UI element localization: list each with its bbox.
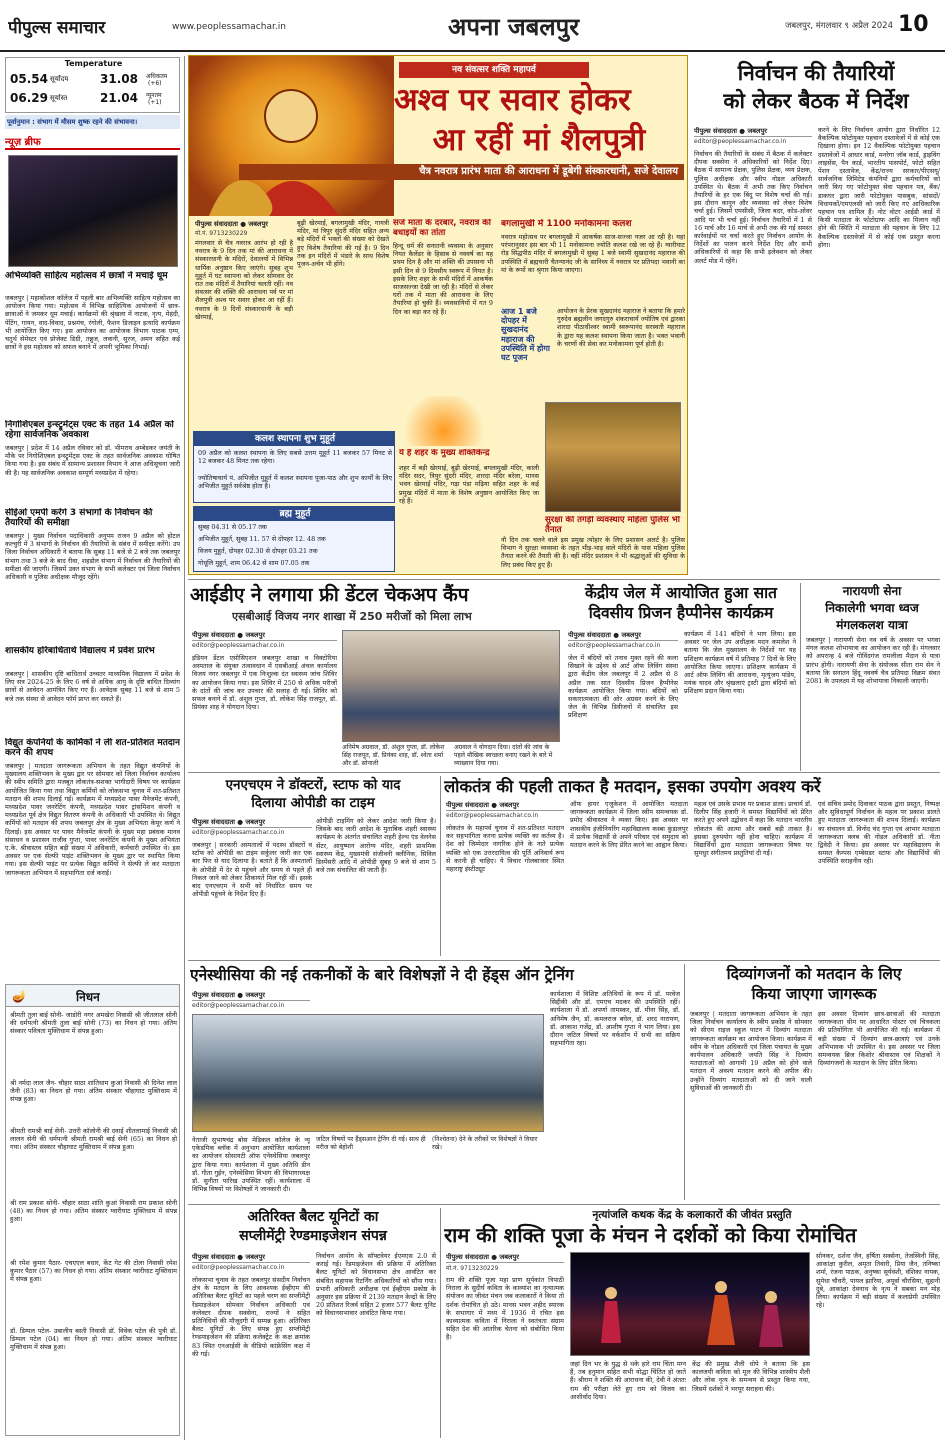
byline-name: पीपुल्स संवाददाता	[694, 127, 738, 135]
byline-name: पीपुल्स संवाददाता	[195, 220, 239, 228]
ramshakti-mobile: मो.नं. 9713230229	[446, 1265, 499, 1272]
democracy-col-2: ऑफ हायर एजुकेशन में आयोजित मतदाता जागरूकता कार्यक्रम में जिला स्वीप समन्वयक डॉ. प्रमोद श्रीवास्तव ने व्यक्त किए। इस अवसर पर शासकीय इंजीनियरिंग महाविद्यालय कस्बा कुंडालपुर में प्रत्येक विद्यार्थी से अपने परिवार एवं समुदाय को मतदान करने के लिए प्रेरित करने का आह्वान किया।	[570, 800, 688, 850]
brief-4-body: जबलपुर | शासकीय दृष्टि बाधितार्थ उच्चतर माध्यमिक विद्यालय में प्रवेश के लिए सत्र 2024-25 के लिए 6 वर्ष से अधिक आयु के दृष्टि बाधित दिव्यांग छात्रों से आवेदन आमंत्रित किए गए हैं। आवेदक सुबह 11 बजे से शाम 5 बजे तक संस्था से आवेदन फॉर्म प्राप्त कर सकते हैं।	[5, 670, 180, 703]
democracy-divider	[440, 776, 441, 956]
election-prep-headline-2: को लेकर बैठक में निर्देश	[723, 89, 909, 113]
obituary-item: श्रीमती तुला बाई सोनी- जाडोरी नगर अमखेरा निवासी श्री जीतलाल सोनी की धर्मपत्नी श्रीमती तुला बाई सोनी (73) का निधन हो गया। अंतिम संस्कार पवित्रता मुक्तिधाम में संपन्न हुआ।	[10, 1011, 177, 1036]
sena-divider	[800, 583, 801, 771]
masthead	[0, 0, 945, 52]
weather-box	[5, 57, 180, 113]
shakti-byline: पीपुल्स संवाददाता ● जबलपुर	[195, 220, 268, 228]
dental-email: editor@peoplessamachar.co.in	[192, 642, 285, 649]
shakti-headline-2: आ रहीं मां शैलपुत्री	[432, 122, 646, 158]
brahma-item: विजय मुहूर्त, दोपहर 02.30 से दोपहर 03.21 तक	[198, 547, 318, 555]
brief-3-headline: सीईओ एमपी करेंगे 3 संभागों के निर्वाचन की तैयारियों की समीक्षा	[5, 508, 153, 529]
brief-2-body: जबलपुर | प्रदेश में 14 अप्रैल रविवार को डॉ. भीमराव अम्बेडकर जयंती के मौके पर निगोशिएबल इन्स्ट्रूमेंट्स एक्ट के तहत सार्वजनिक अवकाश घोषित किया गया है। इस संबंध में सामान्य प्रशासन विभाग ने आज अधिसूचना जारी की है। यह सार्वजनिक अवकाश सम्पूर्ण मध्यप्रदेश में रहेगा।	[5, 444, 180, 477]
sena-body: जबलपुर | नारायणी सेना नव वर्ष के अवसर पर भगवा मंगल कलश शोभायात्रा का आयोजन कर रही है। मंगलवार को अपरान्ह 4 बजे गोविंदगंज रामलीला मैदान से यात्रा प्रारंभ होगी। नारायणी सेना के संयोजक सीता राम सेन ने बताया कि सनातन हिंदू नववर्ष चैत्र प्रतिपदा विक्रम संवत 2081 के उपलक्ष्य में यह शोभायात्रा निकाली जाएगी।	[806, 636, 940, 686]
byline-name: पीपुल्स संवाददाता	[446, 1253, 490, 1261]
obituary-header	[6, 985, 180, 1007]
obituary-title: निधन	[76, 990, 100, 1004]
dental-caption-1: अनिमेष अग्रवाल, डॉ. अंशुल गुप्ता, डॉ. लोकेश सिंह राजपूत, डॉ. प्रियंका शाह, डॉ. श्वेता शर्मा और डॉ. सोनाली	[342, 744, 445, 767]
weather-title: Temperature	[64, 59, 123, 68]
sena-headline-1: नारायणी सेना	[842, 584, 902, 598]
obituary-item: श्रीमती रामश्री बाई सेनी- उत्तरी कॉलोनी की दवाई शीतलामाई निवासी श्री लालन सेनी की धर्मपत्नी श्रीमती रामश्री बाई सेनी (65) का निधन हो गया। अंतिम संस्कार चौहाघाट मुक्तिधाम में संपन्न हुआ।	[10, 1127, 177, 1152]
anesthesia-email: editor@peoplessamachar.co.in	[192, 1002, 285, 1009]
jail-headline-2: दिवसीय प्रिजन हैप्पीनेस कार्यक्रम	[588, 604, 774, 622]
masthead-website: www.peoplessamachar.in	[172, 22, 286, 32]
byline-city: जबलपुर	[245, 631, 265, 639]
ramshakti-byline: पीपुल्स संवाददाता ● जबलपुर	[446, 1252, 564, 1263]
election-prep-email: editor@peoplessamachar.co.in	[694, 138, 787, 145]
temple-body: हिन्दू धर्म की सनातनी व्यवस्था के अनुसार नियत कैलेंडर के हिसाब से नववर्ष का यह प्रथम दिन है और मां शक्ति की उपासना भी इसी दिन से 9 दिवसीय स्वरूप में नियत है। इसके लिए शहर के सभी मंदिरों में आकर्षक साजसज्जा देखी जा रही है। मंदिरों से लेकर घरों तक में माता की आराधना के लिए तैयारियां हो चुकी हैं। व्यवसायियों में गत 9 दिन का बड़ा कर रहे हैं।	[393, 242, 493, 316]
goddess-illustration	[189, 56, 394, 216]
shakti-mobile: मो.नं. 9713230229	[195, 230, 248, 237]
sunrise-time: 05.54	[10, 72, 48, 86]
byline-city: जबलपुर	[621, 631, 641, 639]
news-brief-title: न्यूज़ ब्रीफ	[5, 134, 180, 150]
divyang-headline-2: किया जाएगा जागरूक	[751, 985, 877, 1003]
anesthesia-caption-2: (निश्चेतना) देने के तरीकों पर विशेषज्ञों ने विचार रखे।	[432, 1136, 538, 1151]
ramshakti-col-4: सोनकर, दर्शना जैन, हर्षिता सक्सेना, तेजस्विनी सिंह, आकांक्षा कुरील, अमृता तिवारी, प्रिया जैन, तनिष्का शर्मा, रंजना पाठक, अनुष्का सूर्यवंशी, वंशिका नायक, सुमेधा चौधरी, पायल झारिया, अपूर्वा चौरसिया, सुहानी दुबे, आकांक्षा देवनाथ के नृत्य ने सबका मन मोह लिया। कार्यक्रम में बड़ी संख्या में कलाप्रेमी उपस्थित रहे।	[816, 1252, 940, 1310]
shakti-kicker: नव संवत्सर शक्ति महापर्व	[399, 62, 589, 78]
dental-headline: आईडीए ने लगाया फ्री डेंटल चेकअप कैंप	[190, 584, 469, 606]
section-divider	[188, 1204, 940, 1205]
masthead-logo: पीपुल्स समाचार	[8, 18, 106, 38]
byline-city: जबलपुर	[245, 991, 265, 999]
ballot-col-1: लोकसभा चुनाव के तहत जबलपुर संसदीय निर्वाचन क्षेत्र के मतदान के लिए आवश्यक ईव्हीएम की अतिरिक्त बैलट यूनिटों का पहले चरण का सप्लीमेंट्री रेंडमाइजेशन सोमवार निर्वाचन अधिकारी एवं कलेक्टर दीपक सक्सेना, राज्यों ने सहित प्रतिनिधियों की मौजूदगी में सम्पन्न हुआ। अतिरिक्त बैलट यूनिटों के लिए संपन्न हुए सप्लीमेंट्री रेण्डमाइजेशन की प्रक्रिया कलेक्ट्रेट के कक्ष क्रमांक 83 स्थित एनआईसी के वीडियो कांफ्रेंसिंग कक्ष में की गई।	[192, 1276, 310, 1358]
brahma-item: गोधूलि मुहूर्त, शाम 06.42 से शाम 07.05 तक	[198, 559, 310, 567]
section-divider	[188, 772, 940, 773]
max-label: अधिकतम	[146, 73, 168, 80]
dental-strap: एसबीआई विजय नगर शाखा में 250 मरीजों को मिला लाभ	[232, 610, 472, 623]
brief-5-headline: विद्युत कंपनियों के कार्मिकों ने ली शत-प्रतिशत मतदान करने की शपथ	[5, 738, 180, 759]
byline-name: पीपुल्स संवाददाता	[446, 801, 490, 809]
page-number: 10	[898, 12, 929, 37]
max-delta: (+6)	[148, 80, 162, 87]
byline-city: जबलपुर	[499, 801, 519, 809]
democracy-email: editor@peoplessamachar.co.in	[446, 812, 539, 819]
byline-name: पीपुल्स संवाददाता	[568, 631, 612, 639]
baglamukhi-subhead: बगलामुखी में 1100 मनोकामना कलश	[501, 219, 632, 229]
ballot-byline: पीपुल्स संवाददाता ● जबलपुर	[192, 1252, 310, 1263]
shrine-body: शहर में बड़ी खेरमाई, बूढ़ी खेरमाई, बगलामुखी मंदिर, काली मंदिर सदर, त्रिपुर सुंदरी मंदिर, शारदा मंदिर बरेला, मानस भवन खेरमाई मंदिर, गढ़ा पंडा मढ़िया सहित शहर के कई प्रमुख मंदिरों में माता के विशेष अनुष्ठान आयोजित किए जा रहे हैं।	[399, 464, 539, 505]
anesthesia-headline: एनेस्थीसिया की नई तकनीकों के बारे विशेषज्ञों ने दी हेंड्स ऑन ट्रेनिंग	[190, 966, 574, 984]
masthead-date: जबलपुर, मंगलवार ९ अप्रैल 2024	[785, 21, 893, 31]
byline-name: पीपुल्स संवाददाता	[192, 818, 236, 826]
election-prep-col-1: निर्वाचन की तैयारियों के संबंध में बैठक में कलेक्टर दीपक सक्सेना ने अधिकारियों को निर्देश दिए। बैठक में सामान्य प्रेक्षक, पुलिस प्रेक्षक, व्यय प्रेक्षक, पुलिस अधीक्षक और स्वीप नोडल अधिकारी उपस्थित थे। बैठक में अभी तक किए निर्वाचन तैयारियों के हर एक बिंदु पर विशेष चर्चा की गई। इस दौरान कानून और व्यवस्था को लेकर विशेष चर्चा हुई। जिसमें एमसीसी, जिला बदर, कोड-ओवर आदि पर भी चर्चा हुई। निर्वाचन तैयारियों में 1 से 16 मार्च और 16 मार्च से अभी तक की गई समस्त कार्रवाईयों पर चर्चा करते हुए निर्वाचन आयोग के निर्देशों का पालन करने निर्देश दिए और सभी अधिकारियों से कहा कि सभी इलेक्शन को लेकर अलर्ट मोड में रहेंगे।	[694, 150, 812, 265]
election-prep-headline-1: निर्वाचन की तैयारियों	[737, 61, 895, 85]
sunrise-label: सूर्योदय	[50, 75, 69, 83]
min-label: न्यूनतम	[146, 92, 162, 99]
shrine-subhead: ये है शहर के मुख्य शक्तिकेन्द्र	[399, 449, 490, 458]
jail-headline-1: केंद्रीय जेल में आयोजित हुआ सात	[585, 584, 777, 602]
sunset-label: सूर्यास्त	[50, 94, 68, 102]
brief-1-headline: अभिव्यक्ति साहित्य महोत्सव में छात्रों ने मचाई धूम	[5, 271, 168, 281]
kalash-item: ज्योतिषाचार्य पं. अभिजीत मुहूर्त में कलश स्थापना पूजा-पाठ और शुभ कार्यों के लिए अभिजीत मुहूर्त सर्वश्रेष्ठ होता है।	[198, 474, 392, 491]
election-prep-byline: पीपुल्स संवाददाता ● जबलपुर	[694, 126, 812, 137]
weather-forecast: पूर्वानुमान : संभाग में मौसम शुष्क रहने की संभावना।	[5, 115, 180, 129]
obituary-item: श्री राम प्रकाश सोनी- चौहार साठा शांति कुआं निवासी राम प्रकाश सोनी (48) का निधन हो गया। अंतिम संस्कार ग्वारीघाट मुक्तिधाम में संपन्न हुआ।	[10, 1199, 177, 1224]
pooja-callout: आज 1 बजे दोपहर में सुखदानंद महाराज की उपस्थिति में होगा घट पूजन	[501, 307, 550, 362]
ballot-col-2: निर्वाचन आयोग के सॉफ्टवेयर ईएमएस 2.0 से कराई गई। रेंडमाइजेशन की प्रक्रिया में अतिरिक्त बैलट यूनिटों को विधानसभा क्षेत्र आवंटित कर संबंधित सहायक रिटर्निंग अधिकारियों को सौंपा गया। प्रभारी अधिकारी अधीक्षक एवं ईव्हीएम प्रकोष्ठ के अनुसार इस प्रक्रिया में 2139 मतदान केन्द्रों के लिए 20 प्रतिशत रिजर्व सहित 2 हजार 577 बैलट यूनिट को विधानसभावार आवंटित किया गया।	[316, 1252, 436, 1318]
shakti-col-1: मंगलवार से चैत्र नवरात्र आरंभ हो रही है नवरात्र के 9 दिन तक मां की आराधना में संस्कारधानी के मंदिरों, देवालयों में विभिन्न धार्मिक अनुष्ठान किए जाएंगे। सुबह शुभ मुहूर्त में घट स्थापना को लेकर सोमवार देर रात तक मंदिरों में तैयारियां चलती रहीं। नव संवत्सर की शक्ति की आराधना पर्व पर मां शैलपुत्री अश्व पर सवार होकर आ रहीं हैं। नवरात्र के 9 दिनों संस्कारधानी के बड़ी खेरमाई,	[195, 239, 293, 321]
kalash-item: 09 अप्रैल को कलश स्थापना के लिए सबसे उत्तम मुहूर्त 11 बजकर 57 मिनट से 12 बजकर 48 मिनट तक रहेगा।	[198, 449, 392, 466]
nhm-col-1: जबलपुर | सरकारी अस्पतालों में पदस्थ डॉक्टरों व स्टॉफ को ओपीडी का टाइम सर्कुलर जारी कर एक बार फिर से याद दिलाया है। बताते हैं कि अस्पतालों के ओपीडी में देर से पहुंचने और समय से पहले ही निकल जाने को लेकर शिकायतें मिल रहीं थीं। इसके बाद एनएचएम ने सभी को निर्धारित समय पर ओपीडी पहुंचने के निर्देश दिए हैं।	[192, 841, 312, 899]
diya-icon: 🪔	[12, 989, 27, 1003]
democracy-headline: लोकतंत्र की पहली ताकत है मतदान, इसका उपयोग अवश्य करें	[444, 777, 821, 796]
byline-name: पीपुल्स संवाददाता	[192, 631, 236, 639]
byline-city: जबलपुर	[248, 220, 268, 228]
divyang-col-2: इस अवसर दिव्यांग छात्र-छात्राओं की मतदाता जागरूकता थीम पर आधारित पोस्टर एवं चित्रकला की प्रतियोगिता भी आयोजित की गई। कार्यक्रम में बड़ी संख्या में दिव्यांग छात्र-छात्राएं एवं उनके अभिभावक भी उपस्थित थे। इस अवसर पर जिला समन्वयक ब्रिज किशोर श्रीवास्तव एवं शिक्षकों ने दिव्यांगजनों के मतदान के लिए प्रेरित किया।	[818, 1010, 940, 1068]
festival-photo	[8, 155, 178, 267]
brief-5-body: जबलपुर | मतदाता जागरूकता अभियान के तहत विद्युत कंपनियों के मुख्यालय शक्तिभवन के मुख्य द्वार पर सोमवार को जिला निर्वाचन कार्यालय की स्वीप समिति द्वारा मजबूत लोकतंत्र-सशक्त भागीदारी विषय पर कार्यक्रम आयोजित किया गया तथा विद्युत कर्मियों को लोकसभा चुनाव में शत-प्रतिशत मतदान की शपथ दिलाई गई। कार्यक्रम में मध्यप्रदेश पावर मैनेजमेंट कंपनी, मध्यप्रदेश पावर जनरेटिंग कंपनी, मध्यप्रदेश पावर ट्रांसमिशन कंपनी व मध्यप्रदेश पूर्व क्षेत्र विद्युत वितरण कंपनी के अधिकारी भी उपस्थित थे। विद्युत कर्मियों को मतदान की शपथ जबलपुर क्षेत्र के मुख्य अभियंता केयूर कर्ण ने दिलाई। इस अवसर पर पावर मैनेजमेंट कंपनी के मुख्य महा प्रबंधक मानव संसाधन व प्रशासन राजीव गुप्ता, पावर जनरेटिंग कंपनी के मुख्य अभियंता ए.के. श्रीवास्तव सहित बड़ी संख्या में अधिकारी, कर्मचारी उपस्थित थे। इस अवसर पर एक सेल्फी पाइंट शक्तिभवन के मुख्य द्वार पर स्थापित किया गया। इस सेल्फी पाइंट पर प्रत्येक विद्युत कर्मियों ने सेल्फी ले कर मतदाता जागरूकता अभियान में सहभागिता दर्ज कराई।	[5, 762, 180, 877]
kalash-muhurat-box	[193, 431, 395, 503]
shakti-col-2: बूढ़ी खेरमाई, बगलामुखी मंदिर, गायत्री मंदिर, मां त्रिपुर सुंदरी मंदिर सहित अन्य बड़े मंदिरों में भक्तों की संख्या को देखते हुए विशेष तैयारियां की गई है। 9 दिन तक इन मंदिरों में भंडारे के साथ विशेष पूजन-अर्चन भी होंगे।	[297, 219, 389, 269]
brief-3-body: जबलपुर | मुख्य निर्वाचन पदाधिकारी अनुपम राजन 9 अप्रैल को होटल कल्चुरी में 3 संभागों के निर्वाचन की तैयारियों के संबंध में समीक्षा करेंगे। उप जिला निर्वाचन अधिकारी ने बताया कि सुबह 11 बजे से 2 बजे तक जबलपुर संभाग तथा 3 बजे के बाद रीवा, शहडोल संभाग में निर्वाचन की तैयारियों की समीक्षा की जाएगी। जिसमें उक्त संभाग के सभी कलेक्टर एवं जिला निर्वाचन अधिकारी व पुलिस अधीक्षक मौजूद रहेंगे।	[5, 532, 180, 582]
brahma-muhurat-box	[193, 506, 395, 572]
ramshakti-divider	[440, 1208, 441, 1438]
nhm-email: editor@peoplessamachar.co.in	[192, 829, 285, 836]
jail-col-1: जेल में बंदियों को तनाव मुक्त रहने की कला सिखाने के उद्देश्य से आर्ट ऑफ लिविंग संस्था द्वारा केंद्रीय जेल जबलपुर में 2 अप्रैल से 8 अप्रैल तक सात दिवसीय प्रिजन हैप्पीनेस कार्यक्रम आयोजित किया गया। बंदियों को सकारात्मकता की ओर अग्रसर करने के लिए जेल के विभिन्न डिवीजनों में संचालित इस प्रशिक्षण	[568, 654, 678, 720]
security-body: नौ दिन तक चलने वाले इस प्रमुख त्योहार के लिए प्रशासन अलर्ट है। पुलिस विभाग ने सुरक्षा व्यवस्था के तहत भीड़-भाड़ वाले मंदिरों के पास महिला पुलिस तैनात करने की तैयारी की है। वहीं मंदिर प्रशासन ने भी श्रद्धालुओं की सुविधा के लिए प्रबंध किए हुए हैं।	[501, 536, 685, 569]
byline-city: जबलपुर	[499, 1253, 519, 1261]
min-temp: 21.04	[100, 91, 138, 105]
divyang-headline-1: दिव्यांगजनों को मतदान के लिए	[726, 965, 902, 983]
democracy-col-3: महत्व एवं उसके प्रभाव पर प्रकाश डाला। प्राचार्य डॉ. दिलीप सिंह हजारी ने समस्त विद्यार्थियों को प्रेरित करते हुए अपने उद्बोधन में कहा कि मतदान भारतीय लोकतंत्र की आत्मा और सबसे बड़ी ताकत है। इसका दुरुपयोग नहीं होना चाहिए। कार्यक्रम में विद्यार्थियों द्वारा मतदाता जागरूकता विषय पर सुमधुर संगीतमय प्रस्तुतियां दी गईं।	[694, 800, 812, 858]
democracy-col-1: लोकतंत्र के महापर्व चुनाव में शत-प्रतिशत मतदान कर सहभागिता करना प्रत्येक व्यक्ति का कर्तव्य है। देश को जिम्मेदार नागरिक होने के नाते प्रत्येक व्यक्ति को एक उत्तरदायित्व की पूर्ति अनिवार्य रूप से करनी ही चाहिए। ये विचार गोलबाजार स्थित महाराष्ट्र इंस्टीट्यूट	[446, 824, 564, 874]
diya-illustration	[399, 396, 489, 446]
obituary-box	[5, 984, 180, 1436]
ballot-email: editor@peoplessamachar.co.in	[192, 1264, 285, 1271]
divyang-col-1: जबलपुर | मतदाता जागरूकता अभियान के तहत जिला निर्वाचन कार्यालय के स्वीप प्रकोष्ठ ने सोमवार को सीएम राइज स्कूल पाटन में दिव्यांग मतदाता जागरूकता कार्यक्रम का आयोजन किया। कार्यक्रम में स्वीप के नोडल अधिकारी एवं जिला पंचायत के मुख्य कार्यपालन अधिकारी जयति सिंह ने दिव्यांग मतदाताओं को आगामी 19 अप्रैल को होने वाले मतदान में अवश्य मतदान करने की अपील की। उन्होंने दिव्यांग मतदाताओं को दी जाने वाली सुविधाओं की जानकारी दी।	[690, 1010, 812, 1092]
ramshakti-kicker: नृत्यांजलि कथक केंद्र के कलाकारों की जीवंत प्रस्तुति	[592, 1209, 792, 1221]
nhm-col-2: ओपीडी टाइमिंग को लेकर आदेश जारी किया है। जिसके बाद जारी आदेश के मुताबिक शहरी स्वास्थ्य कार्यक्रम के अंतर्गत संचालित शहरी हेल्थ एंड वेलनेस सेंटर, आयुष्मान आरोग्य मंदिर, शहरी प्राथमिक स्वास्थ्य केंद्र, मुख्यमंत्री संजीवनी क्लीनिक, सिविल डिस्पेंसरी आदि में ओपीडी सुबह 9 बजे से शाम 5 बजे तक संचालित की जाती है।	[316, 817, 436, 875]
goddess-lion-icon	[189, 56, 394, 216]
temple-subhead: सजे माता के दरबार, नवरात्र की बधाइयों का तांता	[393, 219, 492, 238]
election-prep-col-2: करने के लिए निर्वाचन आयोग द्वारा निर्धारित 12 वैकल्पिक फोटोयुक्त पहचान दस्तावेजों में से कोई एक दिखाना होगा। इन 12 वैकल्पिक फोटोयुक्त पहचान दस्तावेजों में आधार कार्ड, मनरेगा जॉब कार्ड, ड्राइविंग लाइसेंस, पैन कार्ड, भारतीय पासपोर्ट, फोटो सहित पेंशन दस्तावेज, केंद्र/राज्य सरकार/पीएसयू/सार्वजनिक लिमिटेड कंपनियों द्वारा कर्मचारियों को जारी किए गए फोटोयुक्त सेवा पहचान पत्र, बैंक/डाकघर द्वारा जारी फोटोयुक्त पासबुक, सांसदों/विधायकों/एमएलसी को जारी किए गए आधिकारिक पहचान पत्र शामिल हैं। नोट वोटर आईडी कार्ड में किसी मतदाता के फोटोग्राफ आदि का मिलान नहीं होने की स्थिति में मतदाता की पहचान के लिए 12 वैकल्पिक दस्तावेजों में से कोई एक प्रस्तुत करना होगा।	[818, 126, 940, 249]
anesthesia-group-photo	[192, 1014, 544, 1132]
brahma-muhurat-title: ब्रह्म मुहूर्त	[194, 507, 395, 521]
security-subhead: सुरक्षा की तगड़ी व्यवस्थाएं महिला पुलिस भी तैनात	[545, 516, 680, 535]
nhm-headline-1: एनएचएम ने डॉक्टरों, स्टाफ को याद	[225, 777, 401, 793]
max-temp: 31.08	[100, 72, 138, 86]
democracy-byline: पीपुल्स संवाददाता ● जबलपुर	[446, 800, 564, 811]
obituary-item: श्री रमेश कुमार पैठार- एचएएल बधार, केंट गेट की टोला निवासी रमेश कुमार पैठार (57) का निधन हो गया। अंतिम संस्कार ग्वारीघाट मुक्तिधाम में संपन्न हुआ।	[10, 1259, 177, 1284]
byline-city: जबलपुर	[747, 127, 767, 135]
jail-byline: पीपुल्स संवाददाता ● जबलपुर	[568, 630, 678, 641]
section-title: अपना जबलपुर	[448, 13, 580, 41]
ramshakti-col-1: राम की शक्ति पूजा महा प्राण सूर्यकांत त्रिपाठी निराला के सुदीर्घ कविता के काव्यांश का नृत्यात्मक संयोजन का जीवंत मंचन जब कलाकारों ने किया तो दर्शक रोमांचित हो उठे। मानस भवन शहीद स्मारक के सभागार में मध्य में 1936 में रचित इस काव्यात्मक कविता में निराला ने स्वतंत्रता संग्राम सहित देश की आंतरिक चेतना को संबोधित किया है।	[446, 1276, 564, 1342]
brief-2-headline: निगोशिएबल इन्स्ट्रूमेंट्स एक्ट के तहत 14 अप्रैल को रहेगा सार्वजनिक अवकाश	[5, 420, 174, 441]
temple-photo	[545, 402, 681, 512]
shakti-headline-1: अश्व पर सवार होकर	[394, 82, 631, 118]
kalash-muhurat-title: कलश स्थापना शुभ मुहूर्त	[194, 432, 395, 446]
byline-name: पीपुल्स संवाददाता	[192, 1253, 236, 1261]
sunset-time: 06.29	[10, 91, 48, 105]
ballot-headline-1: अतिरिक्त बैलट यूनिटों का	[247, 1209, 379, 1225]
nhm-headline-2: दिलाया ओपीडी का टाइम	[251, 795, 375, 811]
shakti-strap: चैत्र नवरात्र प्रारंभ माता की आराधना में डूबेगी संस्कारधानी, सजे देवालय	[239, 164, 684, 180]
anesthesia-col-1: नेताजी सुभाषचंद्र बोस मेडिकल कॉलेज के न्यू एकेडमिक ब्लॉक में अनुभाग आयोजित कार्यशाला का आयोजन सोसायटी ऑफ एनेस्थेसिया जबलपुर द्वारा किया गया। कार्यशाला में मुख्य अतिथि डीन डॉ. गीता गुईन, एनेस्थेसिया विभाग की विभागाध्यक्ष डॉ. सुनीता पारिख उपस्थित रहीं। कार्यशाला में विभिन्न विषयों पर विशेषज्ञों ने जानकारी दी।	[192, 1136, 310, 1194]
byline-name: पीपुल्स संवाददाता	[192, 991, 236, 999]
divyang-divider	[684, 964, 685, 1200]
dancers-icon	[571, 1253, 811, 1357]
brief-4-headline: शासकीय हरिबाधितार्थ विद्यालय में प्रवेश प्रारंभ	[5, 646, 155, 656]
section-divider	[188, 579, 940, 580]
dental-byline: पीपुल्स संवाददाता ● जबलपुर	[192, 630, 337, 641]
anesthesia-caption-1: जटिल विषयों पर हैंड्सआन ट्रेनिंग दी गई। साथ ही मरीज को बेहोशी	[316, 1136, 426, 1151]
anesthesia-col-2: कार्यशाला में विशिष्ट अतिथियों के रूप में डॉ. परवेज सिद्दीकी और डॉ. एमएच मदकर की उपस्थिति रहीं। कार्यशाला में डॉ. अपर्णा तामस्कर, डॉ. मीना सिंह, डॉ. अनिमेष जैन, डॉ. कमलराज बघेल, डॉ. शरद नारायण, डॉ. आकाश गजेंद्र, डॉ. आशीष गुप्ता ने भाग लिया। इस दौरान जटिल विषयों पर वर्कशॉप में सभी का सक्रिय सहभागिता रहा।	[550, 990, 680, 1048]
democracy-col-4: एवं संचिव प्रमोद दिवाकर पाठक द्वारा प्रस्तुत, निष्पक्ष और सुविधापूर्ण निर्वाचन के महत्व पर प्रकाश डालते हुए मतदाता जागरूकता की शपथ दिलाई। कार्यक्रम का संचालन डॉ. विनोद चंद गुप्ता एवं आभार मतदाता जागरूकता क्लब की नोडल अधिकारी डॉ. नीता द्विवेदी ने किया। इस अवसर पर महाविद्यालय के समस्त कैम्पस एम्बेसडर स्टाफ और विद्यार्थियों की उपस्थिति सराहनीय रही।	[818, 800, 940, 866]
sena-headline-2: निकालेगी भगवा ध्वज	[825, 601, 919, 615]
left-column-divider	[184, 56, 185, 1440]
dental-body: इंडियन डेंटल एसोसिएशन जबलपुर शाखा व विक्टोरिया अस्पताल के संयुक्त तत्वावधान में एसबीआई अंचल कार्यालय विजय नगर जबलपुर में एक निःशुल्क दंत स्वास्थ्य जांच शिविर का आयोजन किया गया। इस शिविर में 250 से अधिक मरीजों के दांतों की जांच कर उपचार की सलाह दी गई। शिविर को सफल बनाने में डॉ. अंशुल गुप्ता, डॉ. लोकेश सिंह राजपूत, डॉ. प्रियंका शाह ने योगदान दिया।	[192, 654, 337, 712]
ramshakti-headline: राम की शक्ति पूजा के मंचन ने दर्शकों को किया रोमांचित	[444, 1223, 857, 1247]
ramshakti-col-3: केंद्र की प्रमुख शैली धोपे ने बताया कि इस कालजयी कविता को मूल की विभिन्न शास्त्रीय शैली और लोक नृत्य के समन्वय से प्रस्तुत किया गया, जिसमें दर्शकों ने भरपूर सराहना की।	[692, 1360, 810, 1393]
brahma-item: अभिजीत मुहूर्त, सुबह 11. 57 से दोपहर 12. 48 तक	[198, 535, 326, 543]
obituary-item: श्री नर्मदा लाल जैन- चौहार साठा शांतिधाम कुआं निवासी श्री दिनेश लाल जैनी (83) का निधन हो गया। अंतिम संस्कार चौहाघाट मुक्तिधाम में संपन्न हुआ।	[10, 1079, 177, 1104]
brief-1-body: जबलपुर | महाकोशल कॉलेज में पहली बार अभिव्यक्ति साहित्य महोत्सव का आयोजन किया गया। महोत्सव में विभिन्न साहित्यिक आयोजनों में छात्र-छात्राओं ने जमकर धूम मचाई। कार्यक्रमों की श्रृंखला में नाटक, नृत्य, मेहंदी, पेंटिंग, गायन, वाद-विवाद, प्रश्नमंच, रंगोली, फैशन डिजाइन इत्यादि कार्यक्रम भी आयोजित किए गए। इस आयोजन का आयोजक विभाग पाठक एम्प, चतुर्थ सेमेस्टर एवं प्रोजेक्ट डिग्री, तन्नुज, लवानी, सुरज, अमन सहित कई छात्रों ने इस महोत्सव को सफल बनाने में अपनी भूमिका निभाई।	[5, 294, 180, 352]
section-divider	[188, 960, 940, 961]
baglamukhi-body: नवरात्र महोत्सव पर बगलामुखी में आकर्षक साज-सज्जा नजर आ रही है। यहां परंपरानुसार इस बार भी 11 मनोकामना ज्योति कलश रखे जा रहे हैं। ग्वारीघाट रोड़ सिद्धपीठ मंदिर में बगलामुखी में सुबह 1 बजे स्वामी सुखदानंद महाराज की उपस्थिति में ब्रह्मचारी चैतन्यानंद जी के सानिध्य में नवरात्र पर प्रतिपदा भवानी का मां के रूपों का श्रृंगार किया जाएगा।	[501, 233, 685, 274]
byline-city: जबलपुर	[245, 818, 265, 826]
sena-headline-3: मंगलकलश यात्रा	[836, 618, 908, 632]
dance-performance-photo	[570, 1252, 810, 1356]
jail-email: editor@peoplessamachar.co.in	[568, 642, 661, 649]
brahma-item: सुबह 04.31 से 05.17 तक	[198, 523, 267, 531]
anesthesia-byline: पीपुल्स संवाददाता ● जबलपुर	[192, 990, 310, 1001]
ramshakti-col-2: जहां दिन भर के युद्ध से थके हारे राम चिंता मग्न हैं, तब हनुमान सहित सभी योद्धा चिंतित हो जाते हैं। श्रीराम ने शक्ति की आराधना की, देवी ने अंततः राम की परीक्षा लेते हुए राम को विजय का आशीर्वाद दिया।	[570, 1360, 686, 1401]
min-delta: (+1)	[148, 99, 162, 106]
shakti-feature	[188, 55, 688, 575]
obituary-item: डॉ. डिम्पल पटेल- उबालीय बस्ती निवासी डॉ. विवेक पटेल की पुत्री डॉ. डिम्पल पटेल (04) का निधन हो गया। अंतिम संस्कार ग्वारीघाट मुक्तिधाम में संपन्न हुआ।	[10, 1327, 177, 1352]
ballot-headline-2: सप्लीमेंट्री रेण्डमाइजेशन संपन्न	[239, 1228, 387, 1244]
byline-city: जबलपुर	[245, 1253, 265, 1261]
pooja-body: आयोजन के प्रेरक सुखदानंद महाराज ने बताया कि हमारे गुरुदेव ब्रह्मलीन जगदगुरु शंकराचार्य ज्योतिष एवं द्वारका शारदा पीठाधीश्वर स्वामी स्वरूपानंद सरस्वती महाराज के द्वारा यह कलश स्थापना किया जाता है। भक्त भवानी के चरणों की सेवा कर मनोकामना पूर्ण होती है।	[557, 307, 685, 348]
dental-camp-photo	[342, 630, 560, 742]
nhm-byline: पीपुल्स संवाददाता ● जबलपुर	[192, 817, 312, 828]
jail-col-2: कार्यक्रम में 141 बंदियों ने भाग लिया। इस अवसर पर जेल उप अधीक्षक मदन कमलेश ने बताया कि जेल मुख्यालय के निर्देशों पर यह प्रशिक्षण कार्यक्रम वर्ष में प्रतिमाह 7 दिनों के लिए आयोजित किया जाएगा। प्रशिक्षण कार्यक्रम में आर्ट ऑफ लिविंग की आराधना, मृत्युंजय पांडेय, मयंक यादव और श्रृंखलाएं ट्रस्टी द्वारा बंदियों को प्रशिक्षण प्रदान किया गया।	[684, 630, 796, 696]
dental-caption-2: अग्रवाल ने योगदान दिया। दांतों की जांच के पहले मौखिक स्वच्छता बनाए रखने के बारे में व्याख्यान दिया गया।	[454, 744, 553, 767]
